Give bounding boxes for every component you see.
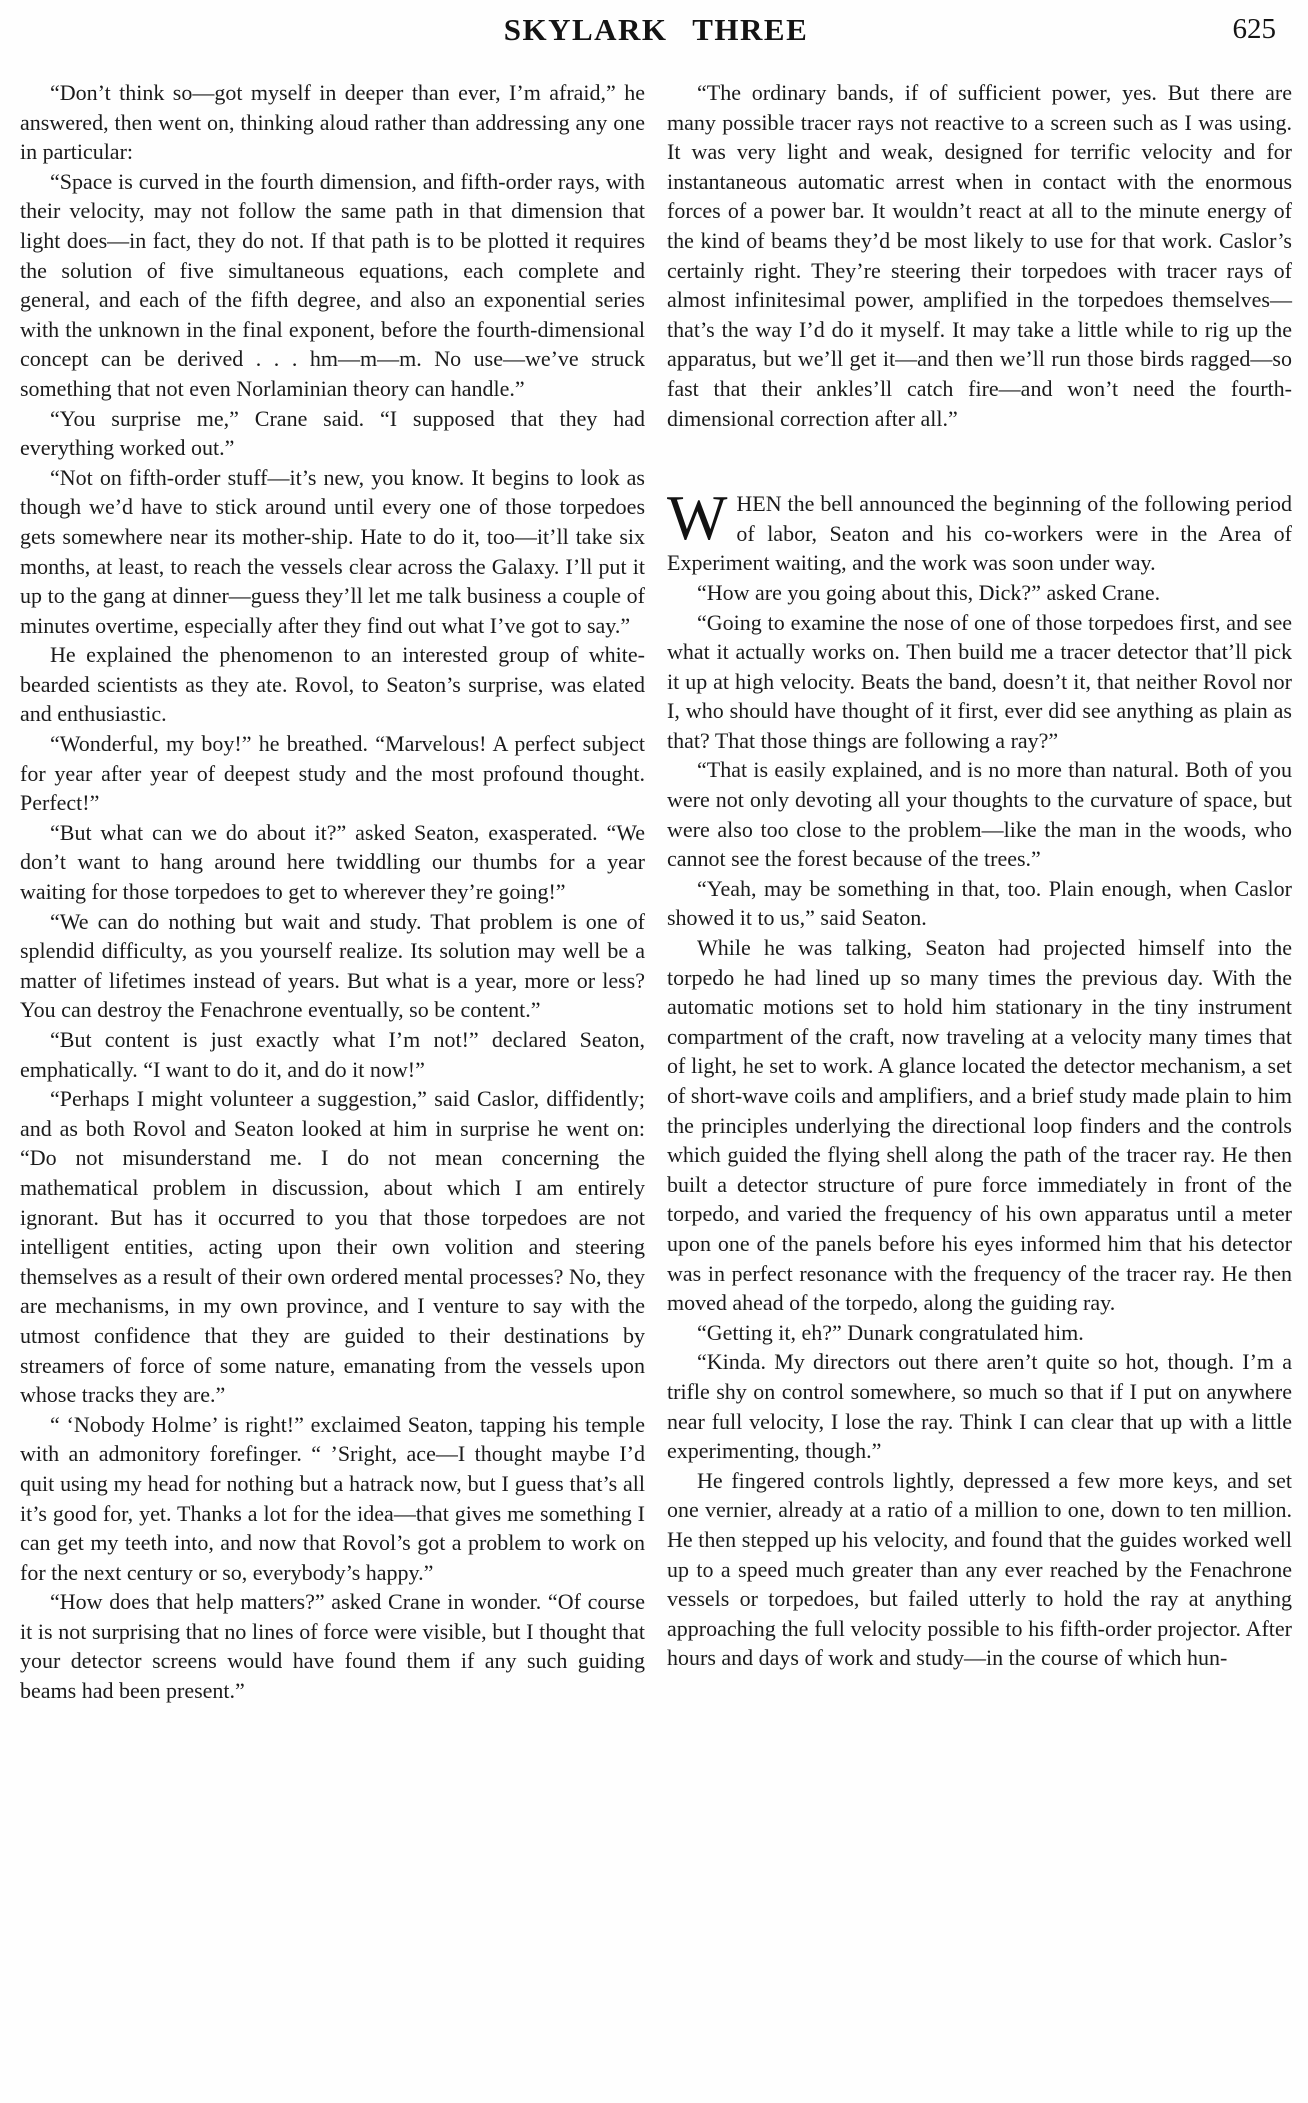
paragraph: “The ordinary bands, if of sufficient power, yes. But there are many possible tracer rays not reactive to a screen such as I was using. It was very light and weak, designed for terrific velocity and for instantaneous automatic arrest when in contact with the enormous forces of a power bar. It wouldn’t react at all to the minute energy of the kind of beams they’d be most likely to use for that work. Caslor’s certainly right. They’re steering their torpedoes with tracer rays of almost infinitesimal power, amplified in the torpedoes themselves—that’s the way I’d do it myself. It may take a little while to rig up the apparatus, but we’ll get it—and then we’ll run those birds ragged—so fast that their ankles’ll catch fire—and won’t need the fourth-dimensional correction after all.” [667, 80, 1292, 431]
section-break-gap [667, 433, 1292, 489]
running-title: SKYLARK THREE [503, 12, 809, 47]
section-opening-text: HEN the bell announced the beginning of the following period of labor, Seaton and his co-workers were in the Area of Experiment waiting, and the work was soon under way. [667, 491, 1292, 576]
paragraph: “That is easily explained, and is no more than natural. Both of you were not only devoting all your thoughts to the curvature of space, but were also too close to the problem—like the man in the woods, who cannot see the forest because of the trees.” [667, 757, 1292, 872]
paragraph: “How are you going about this, Dick?” asked Crane. [697, 579, 1161, 605]
paragraph: “But what can we do about it?” asked Seaton, exasperated. “We don’t want to hang around here twiddling our thumbs for a year waiting for those torpedoes to get to wherever they’re going!” [20, 819, 645, 905]
paragraph: “ ‘Nobody Holme’ is right!” exclaimed Seaton, tapping his temple with an admonitory forefinger. “ ’Sright, ace—I thought maybe I’d quit using my head for nothing but a hatrack now, but I guess that’s all it’s good for, yet. Thanks a lot for the idea—that gives me something I can get my teeth into, and now that Rovol’s got a problem to work on for the next century or so, everybody’s happy.” [20, 1411, 645, 1585]
paragraph: “We can do nothing but wait and study. That problem is one of splendid difficulty, as you yourself realize. Its solution may well be a matter of lifetimes instead of years. But what is a year, more or less? You can destroy the Fenachrone eventually, so be content.” [20, 908, 645, 1023]
paragraph: “You surprise me,” Crane said. “I supposed that they had everything worked out.” [20, 405, 645, 461]
drop-cap-letter: W [667, 482, 728, 554]
paragraph: “Space is curved in the fourth dimension, and fifth-order rays, with their velocity, may not follow the same path in that dimension that light does—in fact, they do not. If that path is to be plotted it requires the solution of five simultaneous equations, each complete and general, and each of the fifth degree, and also an exponential series with the unknown in the final exponent, before the fourth-dimensional concept can be derived . . . hm—m—m. No use—we’ve struck something that not even Norlaminian theory can handle.” [20, 168, 645, 401]
paragraph: “Getting it, eh?” Dunark congratulated him. [697, 1319, 1084, 1345]
paragraph: He explained the phenomenon to an interested group of white-bearded scientists as they ate. Rovol, to Seaton’s surprise, was elated and enthusiastic. [20, 642, 645, 727]
left-column [20, 78, 645, 1706]
page-header [20, 10, 1292, 66]
paragraph: “Don’t think so—got myself in deeper than ever, I’m afraid,” he answered, then went on, thinking aloud rather than addressing any one in particular: [20, 80, 645, 165]
paragraph: “Perhaps I might volunteer a suggestion,” said Caslor, diffidently; and as both Rovol and Seaton looked at him in surprise he went on: “Do not misunderstand me. I do not mean concerning the mathematical problem in discussion, about which I am entirely ignorant. But has it occurred to you that those torpedoes are not intelligent entities, acting upon their own volition and steering themselves as a result of their own ordered mental processes? No, they are mechanisms, in my own province, and I venture to say with the utmost confidence that they are guided to their destinations by streamers of force of some nature, emanating from the vessels upon whose tracks they are.” [20, 1086, 645, 1408]
paragraph: “Not on fifth-order stuff—it’s new, you know. It begins to look as though we’d have to stick around until every one of those torpedoes gets somewhere near its mother-ship. Hate to do it, too—it’ll take six months, at least, to reach the vessels clear across the Galaxy. I’ll put it up to the gang at dinner—guess they’ll let me talk business a couple of minutes overtime, especially after they find out what I’ve got to say.” [20, 464, 645, 638]
paragraph: He fingered controls lightly, depressed a few more keys, and set one vernier, already at a ratio of a million to one, down to ten million. He then stepped up his velocity, and found that the guides worked well up to a speed much greater than any ever reached by the Fenachrone vessels or torpedoes, but failed utterly to hold the ray at anything approaching the full velocity possible to his fifth-order projector. After hours and days of work and study—in the course of which hun- [667, 1467, 1292, 1671]
two-column-layout [20, 78, 1292, 1706]
paragraph: “Wonderful, my boy!” he breathed. “Marvelous! A perfect subject for year after year of deepest study and the most profound thought. Perfect!” [20, 731, 645, 816]
paragraph: “Going to examine the nose of one of those torpedoes first, and see what it actually works on. Then build me a tracer detector that’ll pick it up at high velocity. Beats the band, doesn’t it, that neither Rovol nor I, who should have thought of it first, ever did see anything as plain as that? That those things are following a ray?” [667, 609, 1292, 753]
right-column [667, 78, 1292, 1706]
paragraph: “How does that help matters?” asked Crane in wonder. “Of course it is not surprising that no lines of force were visible, but I thought that your detector screens would have found them if any such guiding beams had been present.” [20, 1589, 645, 1704]
paragraph: “Yeah, may be something in that, too. Plain enough, when Caslor showed it to us,” said Seaton. [667, 875, 1292, 931]
paragraph: “Kinda. My directors out there aren’t quite so hot, though. I’m a trifle shy on control somewhere, so much so that if I put on anywhere near full velocity, I lose the ray. Think I can clear that up with a little experimenting, though.” [667, 1349, 1292, 1464]
paragraph: While he was talking, Seaton had projected himself into the torpedo he had lined up so many times the previous day. With the automatic motions set to hold him stationary in the tiny instrument compartment of the craft, now traveling at a velocity many times that of light, he set to work. A glance located the detector mechanism, a set of short-wave coils and amplifiers, and a brief study made plain to him the principles underlying the directional loop finders and the controls which guided the flying shell along the path of the tracer ray. He then built a detector structure of pure force immediately in front of the torpedo, and varied the frequency of his own apparatus until a meter upon one of the panels before his eyes informed him that his detector was in perfect resonance with the frequency of the tracer ray. He then moved ahead of the torpedo, along the guiding ray. [667, 935, 1292, 1316]
page-number: 625 [1232, 13, 1276, 45]
paragraph: “But content is just exactly what I’m not!” declared Seaton, emphatically. “I want to do it, and do it now!” [20, 1027, 645, 1082]
section-opening-paragraph [667, 482, 1292, 578]
